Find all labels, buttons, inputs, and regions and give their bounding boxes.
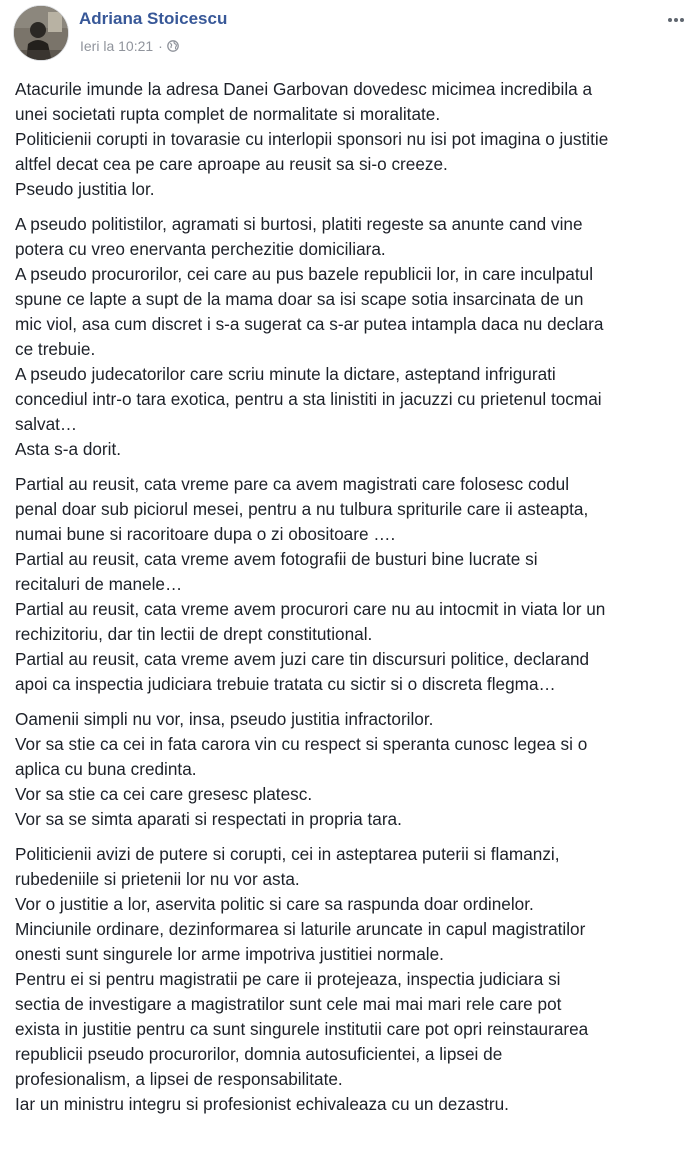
- post-paragraph: [15, 212, 695, 462]
- post-text-line: Vor sa stie ca cei care gresesc platesc.: [15, 784, 313, 804]
- post-text-line: rubedeniile si prietenii lor nu vor asta.: [15, 869, 300, 889]
- post-paragraph: [15, 842, 695, 1117]
- post-text-line: onesti sunt singurele lor arme impotriva justitiei normale.: [15, 944, 444, 964]
- post-timestamp[interactable]: Ieri la 10:21: [80, 38, 154, 54]
- post-text-line: Vor o justitie a lor, aservita politic si care sa raspunda doar ordinelor.: [15, 894, 534, 914]
- post-text-line: penal doar sub piciorul mesei, pentru a nu tulbura spriturile care ii asteapta,: [15, 499, 589, 519]
- post-text-line: Iar un ministru integru si profesionist echivaleaza cu un dezastru.: [15, 1094, 509, 1114]
- post-text-line: sectia de investigare a magistratilor sunt cele mai mai mari rele care pot: [15, 994, 562, 1014]
- post-text-line: unei societati rupta complet de normalitate si moralitate.: [15, 104, 441, 124]
- avatar[interactable]: [13, 5, 69, 61]
- post-text-line: A pseudo procurorilor, cei care au pus bazele republicii lor, in care inculpatul: [15, 264, 594, 284]
- post-meta: [80, 37, 179, 55]
- post-text-line: concediul intr-o tara exotica, pentru a sta linistiti in jacuzzi cu prietenul tocmai: [15, 389, 602, 409]
- post-paragraph: [15, 472, 695, 697]
- post-text-line: Partial au reusit, cata vreme avem juzi care tin discursuri politice, declarand: [15, 649, 590, 669]
- post-paragraph: [15, 707, 695, 832]
- post-text-line: recitaluri de manele…: [15, 574, 183, 594]
- post-text-line: Oamenii simpli nu vor, insa, pseudo justitia infractorilor.: [15, 709, 434, 729]
- post-text-line: republicii pseudo procurorilor, domnia autosuficientei, a lipsei de: [15, 1044, 503, 1064]
- post-text-line: Pentru ei si pentru magistratii pe care ii protejeaza, inspectia judiciara si: [15, 969, 561, 989]
- post-text-line: Partial au reusit, cata vreme avem procurori care nu au intocmit in viata lor un: [15, 599, 606, 619]
- post-text-line: mic viol, asa cum discret i s-a sugerat ca s-ar putea intampla daca nu declara: [15, 314, 604, 334]
- post-text-line: ce trebuie.: [15, 339, 96, 359]
- post-text-line: Minciunile ordinare, dezinformarea si laturile aruncate in capul magistratilor: [15, 919, 586, 939]
- post-text-line: numai bune si racoritoare dupa o zi obositoare ….: [15, 524, 396, 544]
- post-text-line: Partial au reusit, cata vreme avem fotografii de busturi bine lucrate si: [15, 549, 538, 569]
- post-text-line: Asta s-a dorit.: [15, 439, 122, 459]
- post-text-line: Partial au reusit, cata vreme pare ca avem magistrati care folosesc codul: [15, 474, 570, 494]
- post-text-line: apoi ca inspectia judiciara trebuie tratata cu sictir si o discreta flegma…: [15, 674, 556, 694]
- post-text-line: Politicienii corupti in tovarasie cu interlopii sponsori nu isi pot imagina o justitie: [15, 129, 609, 149]
- post-text-line: Atacurile imunde la adresa Danei Garbovan dovedesc micimea incredibila a: [15, 79, 593, 99]
- post-text-line: A pseudo politistilor, agramati si burtosi, platiti regeste sa anunte cand vine: [15, 214, 583, 234]
- post-text-line: A pseudo judecatorilor care scriu minute la dictare, asteptand infrigurati: [15, 364, 556, 384]
- globe-icon[interactable]: [167, 40, 179, 52]
- post-text-line: Vor sa se simta aparati si respectati in propria tara.: [15, 809, 402, 829]
- post-text-line: Vor sa stie ca cei in fata carora vin cu respect si speranta cunosc legea si o: [15, 734, 588, 754]
- more-horizontal-icon[interactable]: [666, 10, 686, 30]
- author-name[interactable]: Adriana Stoicescu: [79, 9, 228, 28]
- post-text-line: exista in justitie pentru ca sunt singurele institutii care pot opri reinstaurarea: [15, 1019, 589, 1039]
- post-text-line: salvat…: [15, 414, 78, 434]
- post-text-line: altfel decat cea pe care aproape au reusit sa si-o creeze.: [15, 154, 448, 174]
- profile-photo-icon: [14, 6, 69, 61]
- post-text-line: profesionalism, a lipsei de responsabilitate.: [15, 1069, 343, 1089]
- meta-separator: ·: [158, 38, 163, 54]
- post-text-line: Politicienii avizi de putere si corupti, cei in asteptarea puterii si flamanzi,: [15, 844, 560, 864]
- post-text-line: spune ce lapte a supt de la mama doar sa isi scape sotia insarcinata de un: [15, 289, 584, 309]
- post-text-line: Pseudo justitia lor.: [15, 179, 155, 199]
- post-paragraph: [15, 77, 695, 202]
- post-text: [15, 77, 695, 1127]
- post-text-line: aplica cu buna credinta.: [15, 759, 197, 779]
- post-text-line: potera cu vreo enervanta perchezitie domiciliara.: [15, 239, 386, 259]
- post-header: [0, 0, 700, 70]
- post-text-line: rechizitoriu, dar tin lectii de drept constitutional.: [15, 624, 373, 644]
